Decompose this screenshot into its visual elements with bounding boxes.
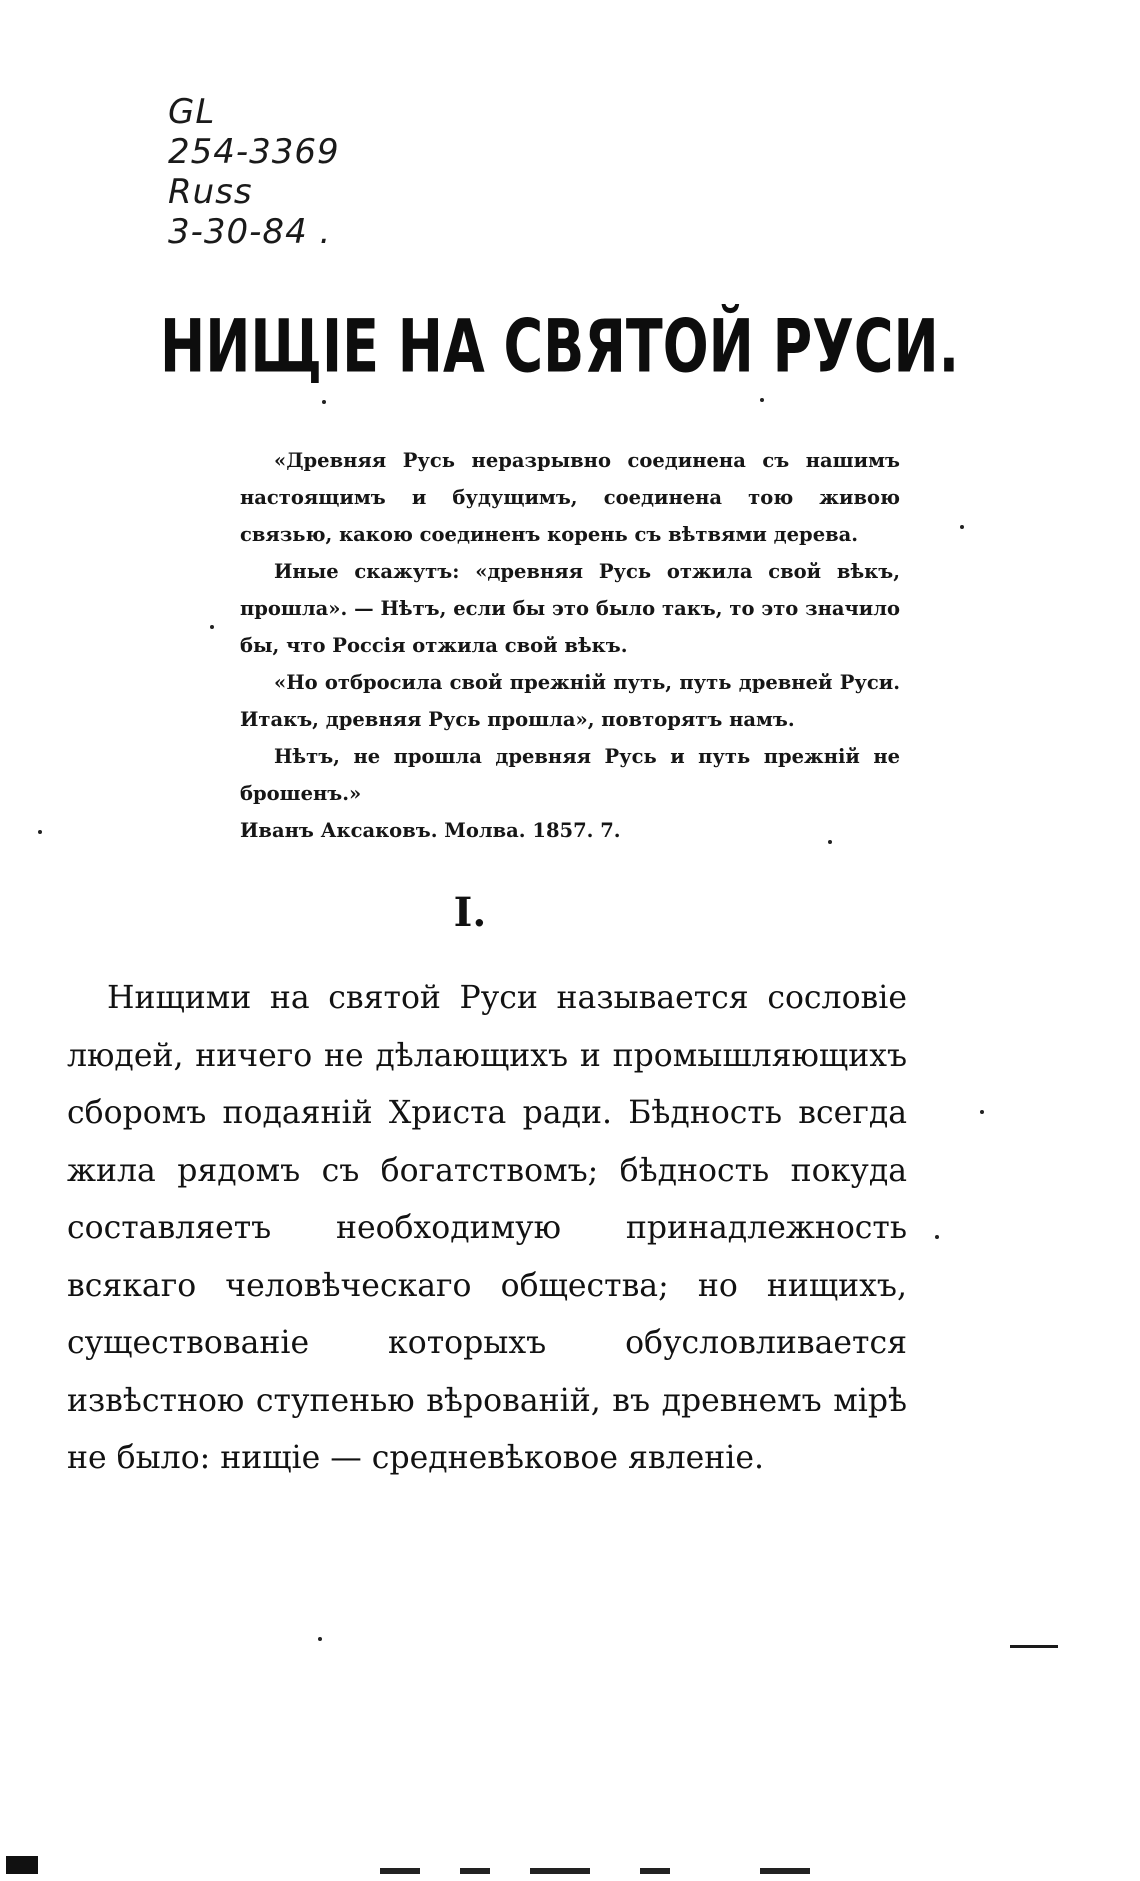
- bottom-scan-marks: [380, 1868, 860, 1876]
- epigraph-paragraph: Нѣтъ, не прошла древняя Русь и путь прежній не брошенъ.»: [240, 745, 900, 805]
- section-numeral: I.: [453, 889, 487, 936]
- epigraph-paragraph: «Древняя Русь неразрывно соединена съ нашимъ настоящимъ и будущимъ, соединена тою живою связью, какою соединенъ корень съ вѣтвями дерева.: [240, 449, 900, 546]
- scan-speck: [960, 525, 964, 529]
- epigraph-paragraph: «Но отбросила свой прежній путь, путь древней Руси. Итакъ, древняя Русь прошла», повторятъ намъ.: [240, 671, 900, 731]
- scan-speck: [828, 840, 832, 844]
- scan-speck: [210, 625, 214, 629]
- page-title: НИЩІЕ НА СВЯТОЙ РУСИ.: [160, 304, 960, 390]
- annotation-line: 254-3369: [168, 132, 340, 172]
- scan-speck: [980, 1110, 984, 1114]
- body-paragraph: Нищими на святой Руси называется сословіе людей, ничего не дѣлающихъ и промышляющихъ сборомъ подаяній Христа ради. Бѣдность всегда жила рядомъ съ богатствомъ; бѣдность покуда составляетъ необходимую принадлежность всякаго человѣческаго общества; но нищихъ, существованіе которыхъ обусловливается извѣстною ступенью вѣрованій, въ древнемъ мірѣ не было: нищіе — средневѣковое явленіе.: [67, 980, 907, 1476]
- handwritten-call-number: [168, 92, 340, 252]
- scan-speck: [318, 1637, 322, 1641]
- scan-speck: [38, 830, 42, 834]
- annotation-line: 3-30-84 .: [168, 212, 332, 252]
- annotation-line: Russ: [168, 172, 253, 212]
- annotation-line: GL: [168, 92, 216, 132]
- corner-scan-mark: [6, 1856, 38, 1874]
- epigraph: [240, 442, 900, 849]
- scan-speck: [760, 398, 764, 402]
- margin-dash: [1010, 1645, 1058, 1648]
- epigraph-paragraph: Иные скажутъ: «древняя Русь отжила свой вѣкъ, прошла». — Нѣтъ, если бы это было такъ, то это значило бы, что Россія отжила свой вѣкъ.: [240, 560, 900, 657]
- scan-speck: [322, 400, 326, 404]
- scan-speck: [935, 1235, 939, 1239]
- epigraph-attribution: Иванъ Аксаковъ. Молва. 1857. 7.: [240, 819, 621, 842]
